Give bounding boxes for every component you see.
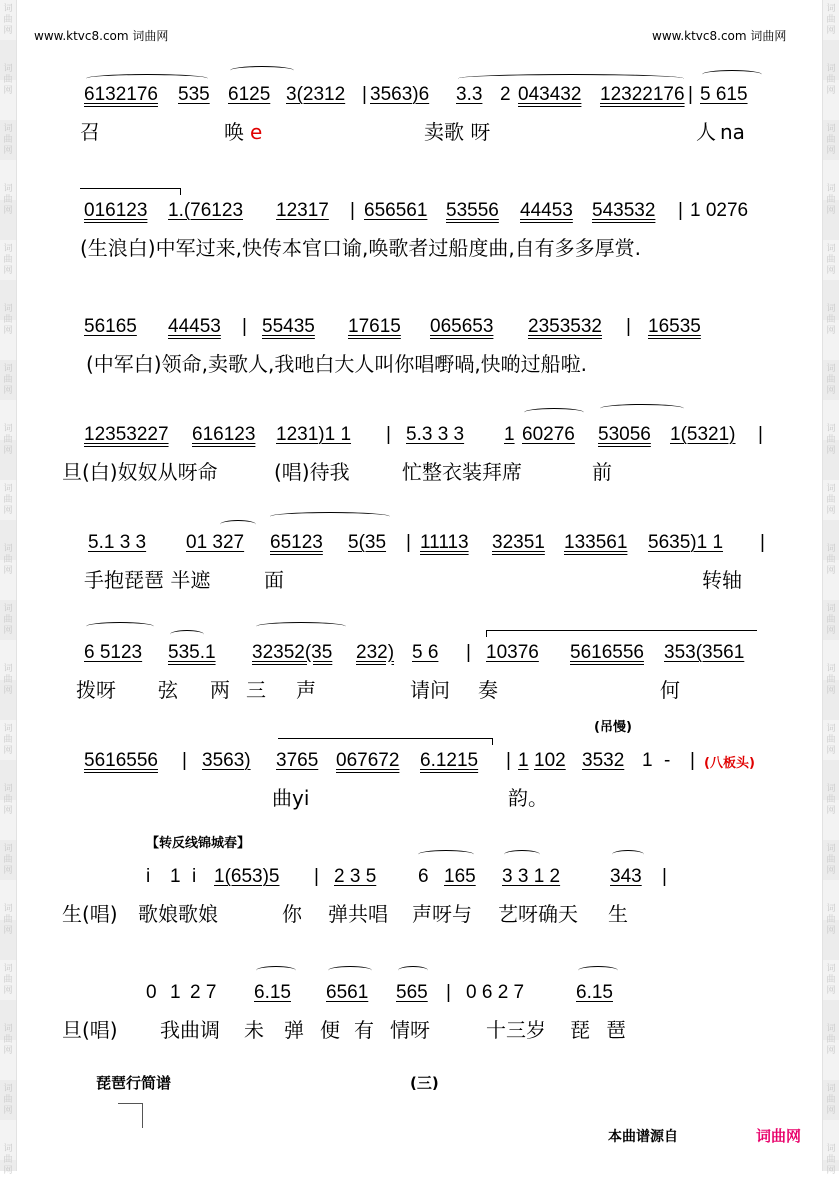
note-group: 102	[534, 750, 566, 771]
note-group: 2353532	[528, 316, 602, 337]
note-group: 343	[610, 866, 642, 887]
slur	[578, 966, 618, 975]
lyric: 面	[264, 568, 284, 592]
notation-row-1	[0, 84, 839, 110]
lyric-row-2	[0, 236, 839, 262]
note: 6	[418, 866, 429, 887]
watermark-text: 词 曲 网	[826, 844, 836, 876]
footer-title: 琵琶行简谱	[96, 1074, 172, 1092]
watermark-text: 词 曲 网	[826, 904, 836, 936]
watermark-text: 词 曲 网	[3, 364, 13, 396]
note-group: 65123	[270, 532, 323, 553]
note-group: 1	[518, 750, 529, 771]
notation-row-3	[0, 316, 839, 342]
watermark-text: 词 曲 网	[3, 784, 13, 816]
watermark-text: 词 曲 网	[3, 1144, 13, 1176]
note-group: 3765	[276, 750, 319, 771]
note-group: 17615	[348, 316, 401, 337]
watermark-text: 词 曲 网	[3, 844, 13, 876]
tie	[278, 738, 493, 745]
watermark-text: 词 曲 网	[3, 304, 13, 336]
site-header-right: www.ktvc8.com 词曲网	[652, 29, 787, 43]
watermark-text: 词 曲 网	[3, 124, 13, 156]
bar-line: |	[758, 424, 763, 445]
watermark-text: 词 曲 网	[826, 484, 836, 516]
lyric: 艺呀确天	[498, 902, 578, 926]
slur	[86, 74, 208, 83]
lyric: 何	[660, 678, 680, 702]
note-group: 56165	[84, 316, 137, 337]
note-group: 2 7	[190, 982, 217, 1003]
note-group: 067672	[336, 750, 400, 771]
note-group: 535	[178, 84, 210, 105]
lyric: 琵	[570, 1018, 590, 1042]
bar-line: |	[386, 424, 391, 445]
watermark-text: 词 曲 网	[826, 1024, 836, 1056]
lyric: 你	[282, 902, 302, 926]
note: 1	[170, 866, 181, 887]
watermark-text: 词 曲 网	[3, 424, 13, 456]
note-group: 5635)1 1	[648, 532, 724, 553]
note-group: 165	[444, 866, 476, 887]
note-group: 5.1 3 3	[88, 532, 147, 553]
note-group: 6.15	[576, 982, 613, 1003]
slur	[458, 74, 684, 83]
slur	[398, 966, 428, 975]
lyric: 转轴	[702, 568, 742, 592]
notation-row-6	[0, 642, 839, 668]
notation-row-8	[0, 866, 839, 892]
note-group: 11113	[420, 532, 469, 553]
note-group: 1(5321)	[670, 424, 736, 445]
lyric-row-3	[0, 352, 839, 378]
slur	[230, 66, 294, 75]
bar-line: |	[314, 866, 319, 887]
bar-line: |	[350, 200, 355, 221]
watermark-text: 词 曲 网	[826, 184, 836, 216]
note-group: 3532	[582, 750, 625, 771]
lyric: 弦	[158, 678, 178, 702]
bar-line: |	[690, 750, 695, 771]
lyric: 十三岁	[486, 1018, 546, 1042]
note-group: 10376	[486, 642, 539, 663]
watermark-text: 词 曲 网	[826, 364, 836, 396]
lyric-row-1	[0, 120, 839, 146]
slur	[612, 850, 644, 859]
bar-line: |	[760, 532, 765, 553]
note-group: 44453	[520, 200, 573, 221]
lyric: 旦(白)奴奴从呀命	[62, 460, 218, 484]
watermark-text: 词 曲 网	[826, 544, 836, 576]
lyric: 生(唱)	[62, 902, 118, 926]
lyric: na	[720, 120, 745, 144]
lyric: 曲yi	[272, 786, 310, 810]
lyric: 召	[80, 120, 100, 144]
lyric-row-5	[0, 568, 839, 594]
note: i	[192, 866, 197, 887]
note-group: 16535	[648, 316, 701, 337]
bar-line: |	[242, 316, 247, 337]
note-group: 616123	[192, 424, 256, 445]
note-group: 5 6	[412, 642, 439, 663]
site-header-left: www.ktvc8.com 词曲网	[34, 29, 169, 43]
watermark-text: 词 曲 网	[826, 124, 836, 156]
watermark-text: 词 曲 网	[3, 904, 13, 936]
spoken-line: (中军白)领命,卖歌人,我吔白大人叫你唱嘢喎,快啲过船啦.	[86, 352, 588, 376]
watermark-text: 词 曲 网	[826, 424, 836, 456]
lyric: 唤	[224, 120, 244, 144]
watermark-text: 词 曲 网	[3, 64, 13, 96]
watermark-text: 词 曲 网	[3, 1084, 13, 1116]
lyric: 旦(唱)	[62, 1018, 118, 1042]
watermark-text: 词 曲 网	[826, 964, 836, 996]
watermark-text: 词 曲 网	[826, 604, 836, 636]
watermark-text: 词 曲 网	[3, 604, 13, 636]
note-group: 55435	[262, 316, 315, 337]
slur	[328, 966, 372, 975]
watermark-text: 词 曲 网	[826, 1144, 836, 1176]
note-group: 6 5123	[84, 642, 143, 663]
lyric: (唱)待我	[274, 460, 350, 484]
lyric: 拨呀	[76, 678, 116, 702]
lyric: 琶	[606, 1018, 626, 1042]
slur	[270, 512, 390, 521]
note-group: 53556	[446, 200, 499, 221]
lyric: 弹	[284, 1018, 304, 1042]
note-group: 6132176	[84, 84, 158, 105]
watermark-text: 词 曲 网	[3, 484, 13, 516]
note-group: 3563)6	[370, 84, 430, 105]
bar-line: |	[678, 200, 683, 221]
bar-line: |	[182, 750, 187, 771]
note-group: 6.15	[254, 982, 291, 1003]
watermark-text: 词 曲 网	[826, 64, 836, 96]
slur	[256, 966, 296, 975]
lyric-row-9	[0, 1018, 839, 1044]
bar-line: |	[626, 316, 631, 337]
note-group: 6561	[326, 982, 369, 1003]
bar-line: |	[406, 532, 411, 553]
note-group: 043432	[518, 84, 582, 105]
lyric: 请问	[410, 678, 450, 702]
lyric-row-6	[0, 678, 839, 704]
watermark-text: 词 曲 网	[826, 724, 836, 756]
bar-line: |	[466, 642, 471, 663]
tie	[80, 188, 181, 195]
note: i	[146, 866, 151, 887]
bar-line: |	[688, 84, 693, 105]
note-group: 6125	[228, 84, 271, 105]
source-brand-link[interactable]: 词曲网	[756, 1127, 802, 1145]
note-group: 1231)1 1	[276, 424, 352, 445]
note: 0	[146, 982, 157, 1003]
note-group: 1.(76123	[168, 200, 244, 221]
watermark-text: 词 曲 网	[3, 4, 13, 36]
section-title: 【转反线锦城春】	[146, 836, 251, 851]
lyric: 便	[320, 1018, 340, 1042]
note-group: 2 3 5	[334, 866, 377, 887]
lyric: 歌娘歌娘	[138, 902, 218, 926]
watermark-text: 词 曲 网	[826, 244, 836, 276]
bar-line: |	[662, 866, 667, 887]
note-group: 12353227	[84, 424, 169, 445]
note-group: 353(3561	[664, 642, 745, 663]
lyric: 声	[296, 678, 316, 702]
note-group: 6.1215	[420, 750, 479, 771]
note-group: 12317	[276, 200, 329, 221]
slur	[86, 622, 154, 631]
note-group: 5 615	[700, 84, 748, 105]
note-group: 3(2312	[286, 84, 346, 105]
lyric-row-4	[0, 460, 839, 486]
watermark-text: 词 曲 网	[826, 1084, 836, 1116]
slur	[504, 850, 540, 859]
notation-row-9	[0, 982, 839, 1008]
note-group: 1 0276	[690, 200, 749, 221]
source-label: 本曲谱源自	[608, 1129, 678, 1145]
notation-row-2	[0, 200, 839, 226]
tempo-mark: (吊慢)	[594, 720, 632, 735]
watermark-text: 词 曲 网	[826, 4, 836, 36]
note-group: 232)	[356, 642, 395, 663]
note-group: 53056	[598, 424, 651, 445]
note: 1	[170, 982, 181, 1003]
lyric: 手抱琵琶 半遮	[84, 568, 211, 592]
note-group: 543532	[592, 200, 656, 221]
note-group: 565	[396, 982, 428, 1003]
watermark-text: 词 曲 网	[3, 244, 13, 276]
note-group: 3 3 1 2	[502, 866, 561, 887]
section-label: (八板头)	[704, 756, 755, 771]
lyric-row-8	[0, 902, 839, 928]
note-group: 5616556	[84, 750, 158, 771]
watermark-text: 词 曲 网	[3, 964, 13, 996]
bar-line: |	[362, 84, 367, 105]
note-group: 016123	[84, 200, 148, 221]
crop-mark	[118, 1103, 143, 1128]
slur	[702, 70, 762, 79]
lyric: 情呀	[390, 1018, 430, 1042]
bar-line: |	[446, 982, 451, 1003]
notation-row-4	[0, 424, 839, 450]
lyric: 两	[210, 678, 230, 702]
lyric: 忙整衣装拜席	[402, 460, 522, 484]
lyric: 弹共唱	[328, 902, 388, 926]
note-group: 2	[500, 84, 511, 105]
lyric: 三	[246, 678, 266, 702]
slur	[524, 408, 584, 417]
note-group: 656561	[364, 200, 428, 221]
note-group: 01 327	[186, 532, 245, 553]
watermark-text: 词 曲 网	[826, 784, 836, 816]
note-group: 0 6 2 7	[466, 982, 525, 1003]
watermark-text: 词 曲 网	[3, 184, 13, 216]
notation-row-5	[0, 532, 839, 558]
note-group: 3563)	[202, 750, 251, 771]
note-group: 5(35	[348, 532, 387, 553]
slur	[220, 520, 256, 529]
lyric: 我曲调	[160, 1018, 220, 1042]
note-group: 5.3 3 3	[406, 424, 465, 445]
note-group: 3.3	[456, 84, 483, 105]
note-group: 065653	[430, 316, 494, 337]
note-group: -	[664, 750, 671, 771]
lyric: 卖歌 呀	[424, 120, 491, 144]
lyric: 韵。	[508, 786, 548, 810]
note-group: 1	[504, 424, 515, 445]
note-group: 1(653)5	[214, 866, 280, 887]
slur	[256, 622, 346, 631]
note-group: 5616556	[570, 642, 644, 663]
watermark-text: 词 曲 网	[3, 544, 13, 576]
watermark-text: 词 曲 网	[3, 724, 13, 756]
note-group: 60276	[522, 424, 575, 445]
lyric: 奏	[478, 678, 498, 702]
lyric: 有	[354, 1018, 374, 1042]
lyric: e	[250, 120, 263, 144]
lyric: 声呀与	[412, 902, 472, 926]
lyric: 未	[244, 1018, 264, 1042]
slur	[418, 850, 474, 859]
lyric: 前	[592, 460, 612, 484]
lyric-row-7	[0, 786, 839, 812]
spoken-line: (生浪白)中军过来,快传本官口谕,唤歌者过船度曲,自有多多厚赏.	[80, 236, 642, 260]
tie	[486, 630, 757, 637]
note-group: 133561	[564, 532, 628, 553]
note-group: 32352(35	[252, 642, 333, 663]
note-group: 44453	[168, 316, 221, 337]
bar-line: |	[506, 750, 511, 771]
note-group: 1	[642, 750, 653, 771]
note-group: 12322176	[600, 84, 685, 105]
slur	[600, 404, 684, 413]
watermark-text: 词 曲 网	[3, 664, 13, 696]
lyric: 生	[608, 902, 628, 926]
note-group: 32351	[492, 532, 545, 553]
watermark-text: 词 曲 网	[826, 664, 836, 696]
slur	[170, 630, 204, 639]
watermark-text: 词 曲 网	[826, 304, 836, 336]
watermark-text: 词 曲 网	[3, 1024, 13, 1056]
note-group: 535.1	[168, 642, 216, 663]
page-number: (三)	[410, 1074, 439, 1092]
lyric: 人	[696, 120, 716, 144]
